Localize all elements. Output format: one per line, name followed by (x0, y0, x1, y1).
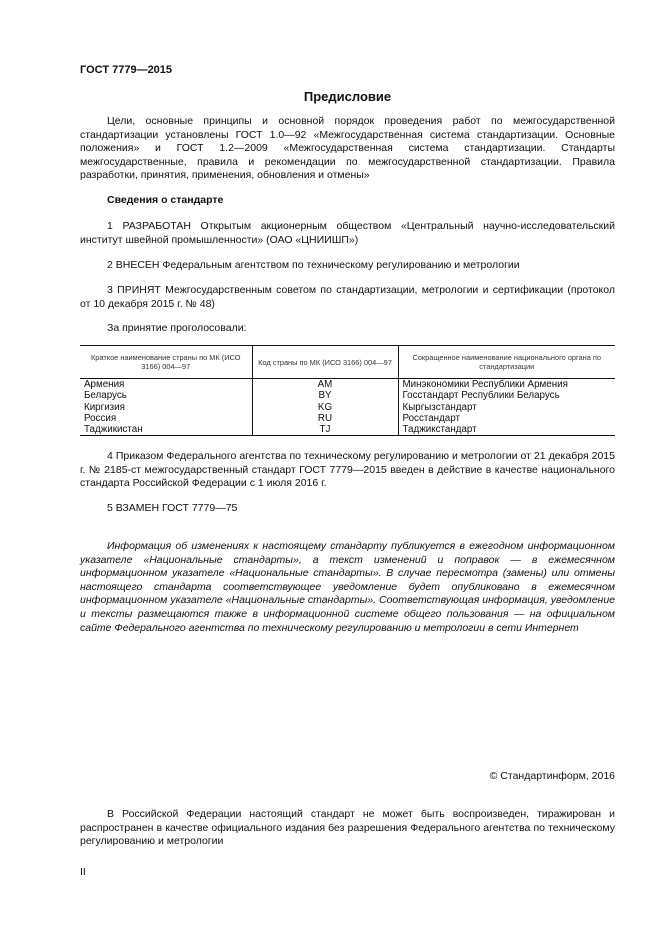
table-cell-body: Таджикстандарт (398, 424, 615, 436)
table-row (80, 379, 615, 391)
table-row (80, 424, 615, 436)
voting-table (80, 345, 615, 436)
table-cell-country: Таджикистан (80, 424, 252, 436)
rights-notice: В Российской Федерации настоящий стандарт не может быть воспроизведен, тиражирован и распространен в качестве официального издания без разрешения Федерального агентства по техническому регулированию и метрологии (80, 808, 615, 848)
item-order: 4 Приказом Федерального агентства по техническому регулированию и метрологии от 21 декабря 2015 г. № 2185-ст межгосударственный стандарт ГОСТ 7779—2015 введен в действие в качестве национального стандарта Российской Федерации с 1 июля 2016 г. (80, 450, 615, 490)
table-cell-body: Госстандарт Республики Беларусь (398, 390, 615, 401)
info-note: Информация об изменениях к настоящему стандарту публикуется в ежегодном информационном указателе «Национальные стандарты», а текст изменений и поправок — в ежемесячном информационном указателе «Национальные стандарты». В случае пересмотра (замены) или отмены настоящего стандарта соответствующее уведомление будет опубликовано в ежемесячном информационном указателе «Национальные стандарты». Соответствующая информация, уведомление и тексты размещаются также в информационной системе общего пользования — на официальном сайте Федерального агентства по техническому регулированию и метрологии в сети Интернет (80, 540, 615, 634)
document-code: ГОСТ 7779—2015 (80, 64, 173, 76)
section-title: Сведения о стандарте (107, 194, 224, 206)
table-cell-country: Киргизия (84, 401, 125, 413)
item-introduced: 2 ВНЕСЕН Федеральным агентством по техническому регулированию и метрологии (107, 259, 520, 271)
intro-paragraph: Цели, основные принципы и основной порядок проведения работ по межгосударственной стандартизации установлены ГОСТ 1.0—92 «Межгосударственная система стандартизации. Основные положения» и ГОСТ 1.2—2009 «Межгосударственная система стандартизации. Стандарты межгосударственные, правила и рекомендации по межгосударственной стандартизации. Правила разработки, принятия, применения, обновления и отмены» (80, 115, 615, 182)
table-header-country: Краткое наименование страны по МК (ИСО 3166) 004—97 (80, 346, 252, 379)
table-cell-body: Минэкономики Республики Армения (398, 379, 615, 391)
table-cell-code: TJ (252, 424, 398, 436)
table-header-row (80, 346, 615, 379)
page-title: Предисловие (303, 89, 392, 104)
item-adopted: 3 ПРИНЯТ Межгосударственным советом по стандартизации, метрологии и сертификации (протокол от 10 декабря 2015 г. № 48) (80, 284, 615, 310)
table-cell-code: AM (252, 379, 398, 391)
page-number: II (80, 866, 86, 878)
table-header-code: Код страны по МК (ИСО 3166) 004—97 (252, 346, 398, 379)
copyright: © Стандартинформ, 2016 (489, 770, 615, 782)
table-row (80, 402, 615, 413)
table-cell-code: RU (252, 413, 398, 424)
table-row (80, 413, 615, 424)
table-cell-code: KG (252, 402, 398, 413)
table-header-body: Сокращенное наименование национального органа по стандартизации (398, 346, 615, 379)
table-cell-body: Кыргызстандарт (398, 402, 615, 413)
table-cell-country: Армения (84, 379, 125, 390)
table-cell-country: Россия (84, 412, 117, 424)
item-developed: 1 РАЗРАБОТАН Открытым акционерным обществом «Центральный научно-исследовательский институт швейной промышленности» (ОАО «ЦНИИШП») (80, 220, 615, 246)
item-replaces: 5 ВЗАМЕН ГОСТ 7779—75 (107, 502, 238, 514)
table-cell-country: Беларусь (84, 390, 127, 402)
item-voted: За принятие проголосовали: (107, 322, 247, 334)
table-cell-code: BY (252, 390, 398, 401)
table-row (80, 390, 615, 401)
table-cell-body: Росстандарт (398, 413, 615, 424)
